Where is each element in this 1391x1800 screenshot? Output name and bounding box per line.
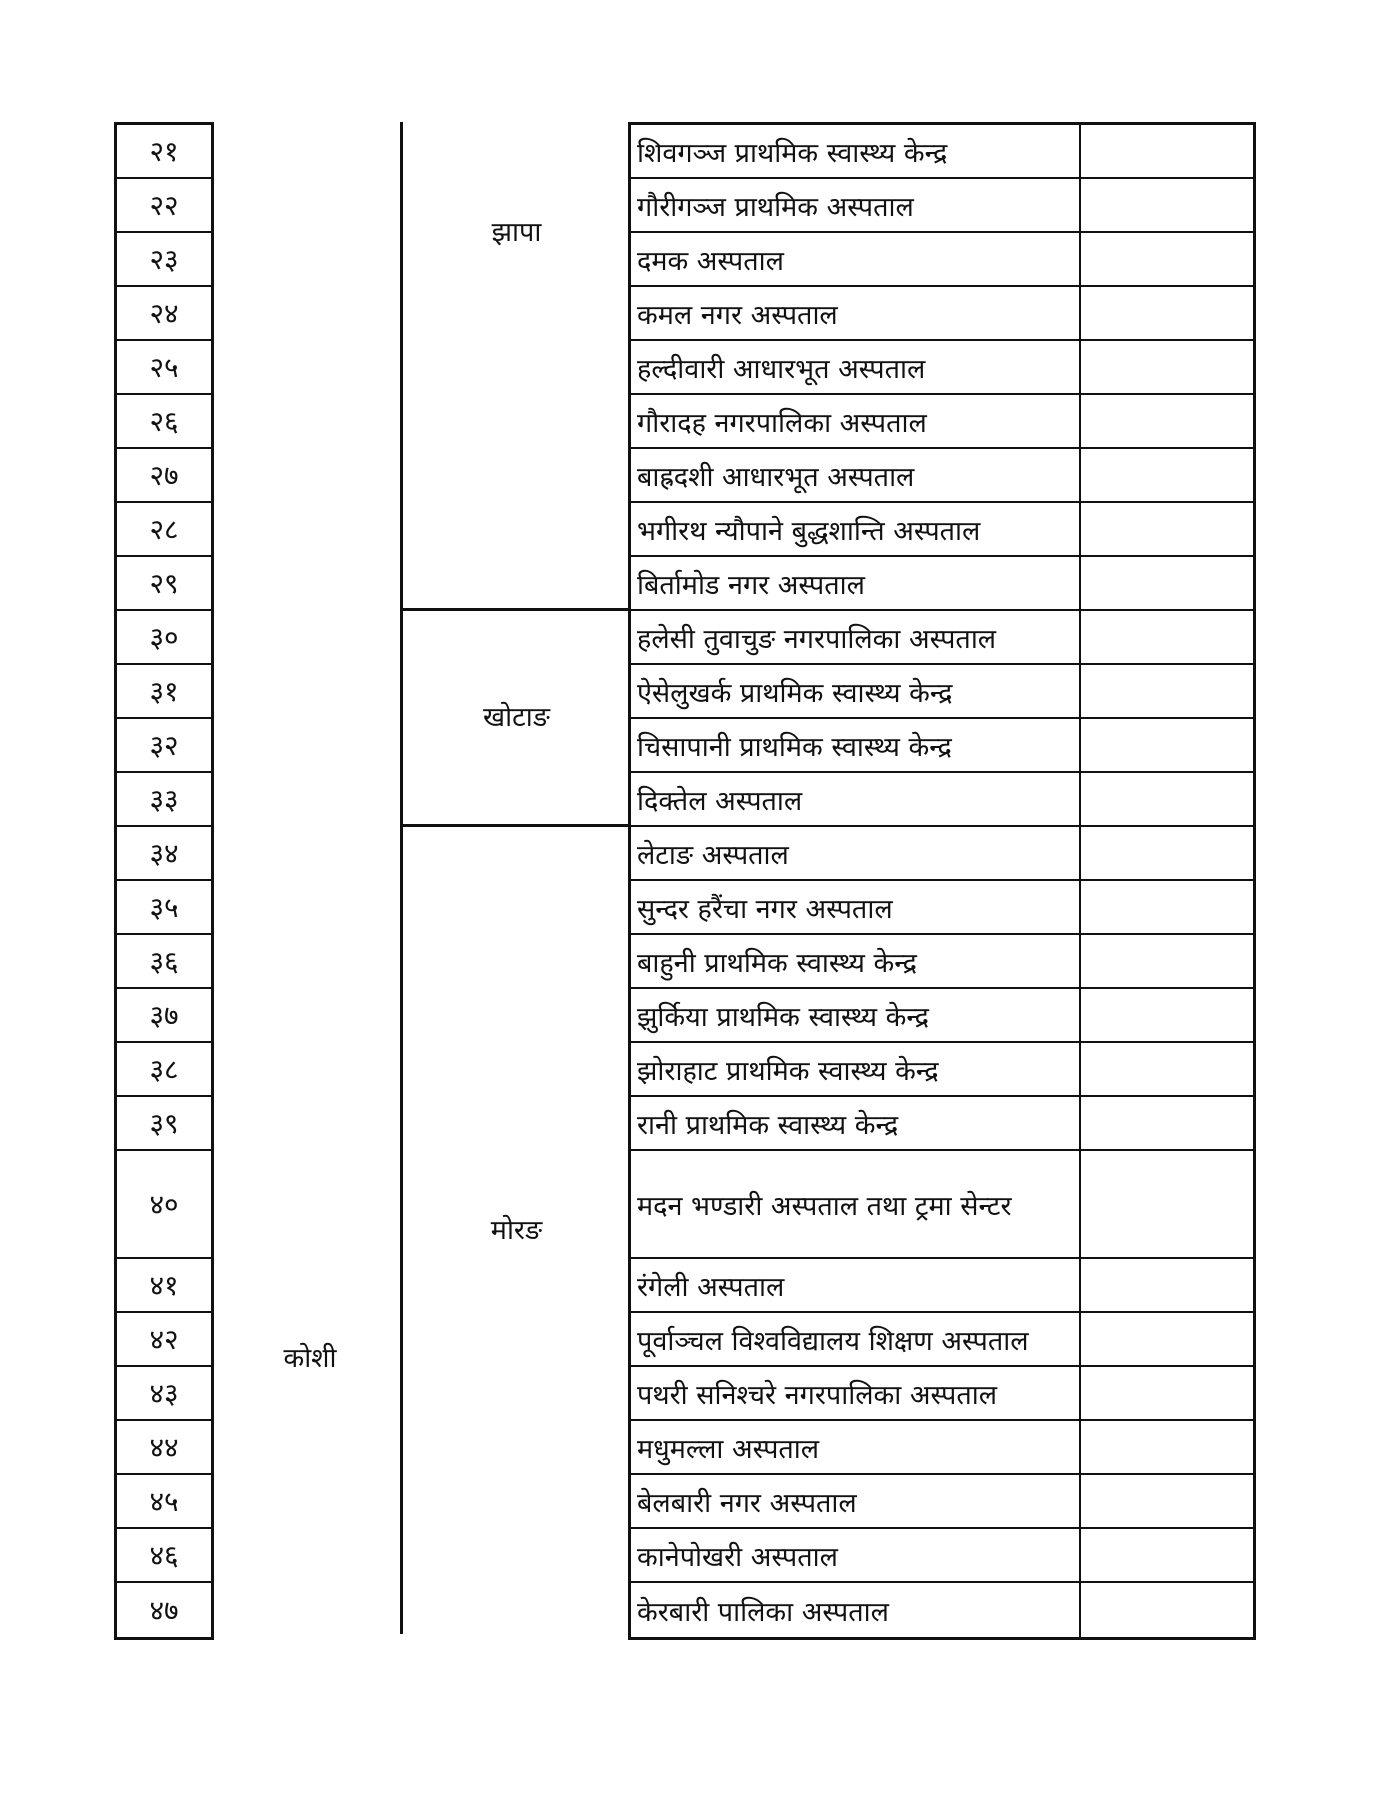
serial-number-column [114,122,214,1640]
table-row [631,557,1253,611]
serial-number-cell: ३२ [117,719,211,773]
district-name: मोरङ [490,1215,543,1246]
table-row [631,1043,1253,1097]
facility-name-cell: सुन्दर हरैंचा नगर अस्पताल [631,881,1081,933]
remarks-cell [1081,1313,1253,1365]
remarks-cell [1081,1367,1253,1419]
facility-name-cell: रंगेली अस्पताल [631,1259,1081,1311]
facility-name-cell: हल्दीवारी आधारभूत अस्पताल [631,341,1081,393]
facility-name-cell: चिसापानी प्राथमिक स्वास्थ्य केन्द्र [631,719,1081,771]
remarks-cell [1081,773,1253,825]
facility-name-cell: मदन भण्डारी अस्पताल तथा ट्रमा सेन्टर [631,1151,1081,1257]
remarks-cell [1081,611,1253,663]
facility-name-cell: झुर्किया प्राथमिक स्वास्थ्य केन्द्र [631,989,1081,1041]
serial-number-cell: ३१ [117,665,211,719]
serial-number-cell: २२ [117,179,211,233]
facility-name-cell: लेटाङ अस्पताल [631,827,1081,879]
serial-number-cell: ३७ [117,989,211,1043]
serial-number-cell: २६ [117,395,211,449]
table-row [631,395,1253,449]
serial-number-cell: ४३ [117,1367,211,1421]
table-row [631,287,1253,341]
remarks-cell [1081,827,1253,879]
facility-name-cell: भगीरथ न्यौपाने बुद्धशान्ति अस्पताल [631,503,1081,555]
facility-name-cell: ऐसेलुखर्क प्राथमिक स्वास्थ्य केन्द्र [631,665,1081,717]
serial-number-cell: ४० [117,1151,211,1259]
serial-number-cell: ३० [117,611,211,665]
serial-number-cell: २१ [117,125,211,179]
table-row [631,1529,1253,1583]
remarks-cell [1081,1259,1253,1311]
remarks-cell [1081,665,1253,717]
serial-number-cell: ३४ [117,827,211,881]
remarks-cell [1081,341,1253,393]
table-row [631,989,1253,1043]
district-block [403,122,630,608]
serial-number-cell: २८ [117,503,211,557]
facility-name-cell: पूर्वाञ्चल विश्वविद्यालय शिक्षण अस्पताल [631,1313,1081,1365]
table-row [631,773,1253,827]
remarks-cell [1081,1151,1253,1257]
table-row [631,611,1253,665]
serial-number-cell: ४१ [117,1259,211,1313]
remarks-cell [1081,233,1253,285]
remarks-cell [1081,503,1253,555]
district-column [400,122,630,1634]
facility-name-cell: दिक्तेल अस्पताल [631,773,1081,825]
facility-name-cell: बेलबारी नगर अस्पताल [631,1475,1081,1527]
serial-number-cell: ४२ [117,1313,211,1367]
remarks-cell [1081,125,1253,177]
table-row [631,233,1253,287]
table-row [631,341,1253,395]
table-row [631,503,1253,557]
facility-name-cell: गौरादह नगरपालिका अस्पताल [631,395,1081,447]
table-row [631,1259,1253,1313]
serial-number-cell: ३५ [117,881,211,935]
facility-name-cell: रानी प्राथमिक स्वास्थ्य केन्द्र [631,1097,1081,1149]
table-row [631,1151,1253,1259]
table-row [631,665,1253,719]
table-row [631,125,1253,179]
facility-name-cell: मधुमल्ला अस्पताल [631,1421,1081,1473]
serial-number-cell: ३६ [117,935,211,989]
facility-name-cell: दमक अस्पताल [631,233,1081,285]
serial-number-cell: २४ [117,287,211,341]
facility-name-cell: कमल नगर अस्पताल [631,287,1081,339]
remarks-cell [1081,1043,1253,1095]
facility-name-cell: हलेसी तुवाचुङ नगरपालिका अस्पताल [631,611,1081,663]
serial-number-cell: ४५ [117,1475,211,1529]
table-row [631,1313,1253,1367]
remarks-cell [1081,1097,1253,1149]
facility-name-cell: केरबारी पालिका अस्पताल [631,1583,1081,1637]
district-name: खोटाङ [483,702,550,733]
facility-name-cell: बिर्तामोड नगर अस्पताल [631,557,1081,609]
table-row [631,179,1253,233]
serial-number-cell: २५ [117,341,211,395]
district-name: झापा [491,217,542,248]
table-row [631,1475,1253,1529]
hospital-table [628,122,1256,1640]
remarks-cell [1081,179,1253,231]
table-row [631,827,1253,881]
remarks-cell [1081,449,1253,501]
serial-number-cell: ४७ [149,1594,179,1627]
remarks-cell [1081,935,1253,987]
table-row [631,881,1253,935]
facility-name-cell: झोराहाट प्राथमिक स्वास्थ्य केन्द्र [631,1043,1081,1095]
serial-number-cell: २९ [117,557,211,611]
remarks-cell [1081,1421,1253,1473]
remarks-cell [1081,1475,1253,1527]
remarks-cell [1081,989,1253,1041]
serial-number-cell: ४४ [117,1421,211,1475]
facility-name-cell: बाह्रदशी आधारभूत अस्पताल [631,449,1081,501]
table-row [631,935,1253,989]
table-row [631,1367,1253,1421]
province-label: कोशी [283,1343,337,1374]
serial-number-cell: २३ [117,233,211,287]
remarks-cell [1081,287,1253,339]
remarks-cell [1081,1583,1253,1637]
serial-number-cell: ३३ [117,773,211,827]
table-row [631,449,1253,503]
table-row [631,719,1253,773]
table-row [631,1583,1253,1637]
facility-name-cell: कानेपोखरी अस्पताल [631,1529,1081,1581]
remarks-cell [1081,881,1253,933]
serial-number-cell: ४६ [117,1529,211,1583]
facility-name-cell: शिवगञ्ज प्राथमिक स्वास्थ्य केन्द्र [631,125,1081,177]
district-block [403,824,630,1634]
district-block [403,608,630,824]
table-row [631,1421,1253,1475]
remarks-cell [1081,1529,1253,1581]
remarks-cell [1081,395,1253,447]
serial-number-cell: ३९ [117,1097,211,1151]
remarks-cell [1081,719,1253,771]
facility-name-cell: बाहुनी प्राथमिक स्वास्थ्य केन्द्र [631,935,1081,987]
table-row [631,1097,1253,1151]
facility-name-cell: पथरी सनिश्चरे नगरपालिका अस्पताल [631,1367,1081,1419]
serial-number-cell: २७ [117,449,211,503]
serial-number-cell: ३८ [117,1043,211,1097]
remarks-cell [1081,557,1253,609]
facility-name-cell: गौरीगञ्ज प्राथमिक अस्पताल [631,179,1081,231]
